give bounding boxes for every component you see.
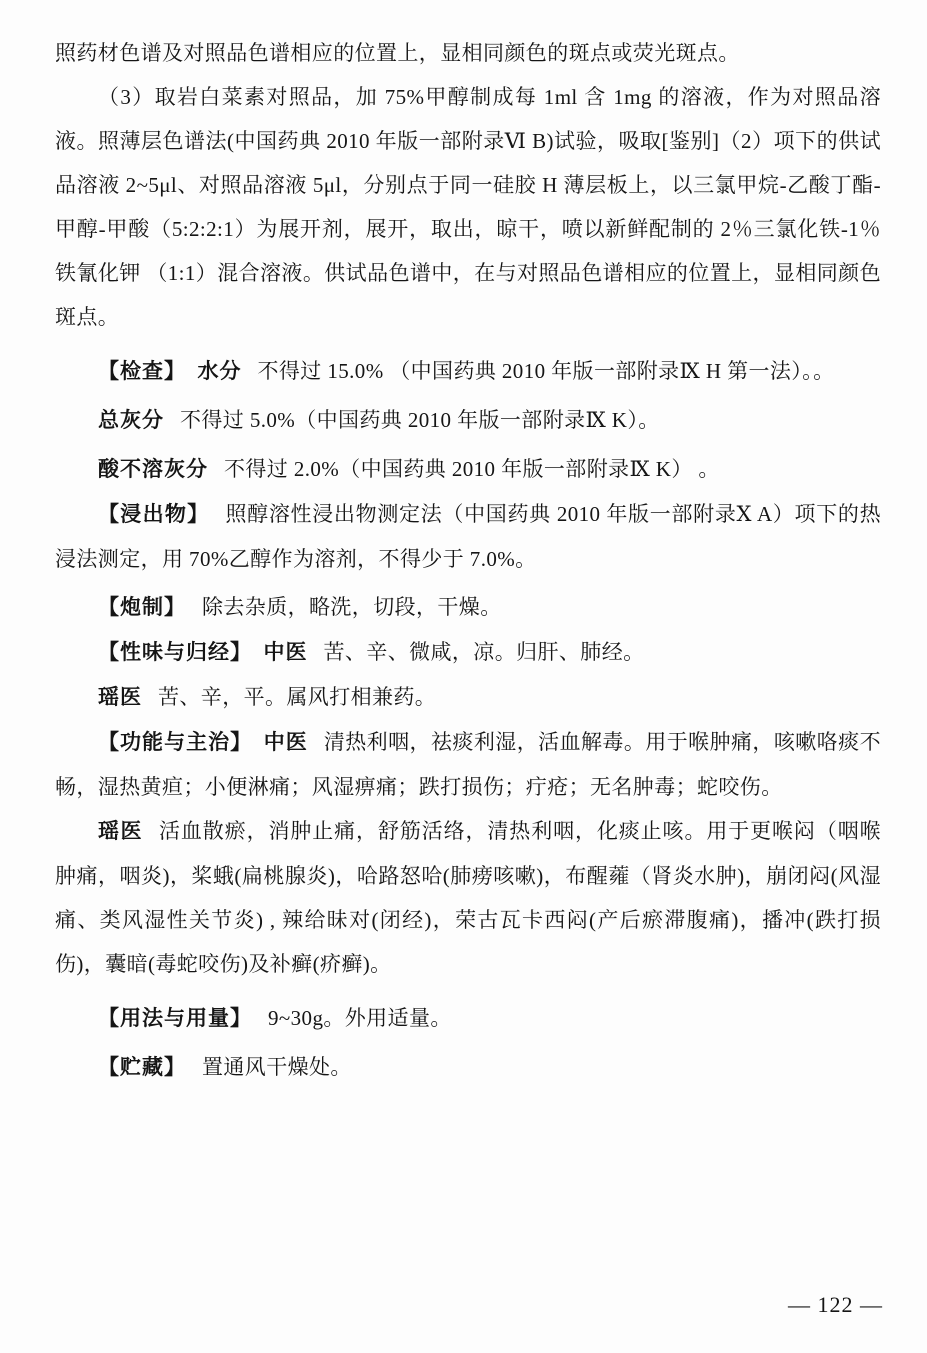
section-label-dosage: 【用法与用量】 [98,1007,252,1030]
paragraph-text: 除去杂质，略洗，切段，干燥。 [202,595,502,619]
paragraph-text: 清热利咽，祛痰利湿，活血解毒。用于喉肿痛，咳嗽咯痰不畅，湿热黄疸；小便淋痛；风湿痹痛；跌打损伤；疔疮；无名肿毒；蛇咬伤。 [55,730,881,799]
paragraph-text: 不得过 5.0%（中国药典 2010 年版一部附录Ⅸ K）。 [180,408,660,432]
paragraph-property-meridian-yao [55,675,881,720]
section-label-processing: 【炮制】 [98,596,186,619]
section-label-total-ash: 总灰分 [98,409,164,432]
section-label-check-moisture: 【检查】 水分 [98,360,242,383]
paragraph-identification-item3 [55,75,881,339]
paragraph-text: 不得过 2.0%（中国药典 2010 年版一部附录Ⅸ K） 。 [224,457,720,481]
section-label-function-indication: 【功能与主治】 中医 [98,731,308,754]
paragraph-text: 活血散瘀，消肿止痛，舒筋活络，清热利咽，化痰止咳。用于更喉闷（咽喉肿痛，咽炎)，桨蛾(扁桃腺炎)，哈路怒哈(肺痨咳嗽)，布醒蕹（肾炎水肿)，崩闭闷(风湿痛、类风湿性关节炎) , 辣给昧对(闭经)，荣古瓦卡西闷(产后瘀滞腹痛)，播冲(跌打损伤)，囊暗(毒蛇咬伤)及补癣(疥癣)。 [55,819,882,976]
section-label-extractives: 【浸出物】 [98,503,210,526]
paragraph-text: 置通风干燥处。 [202,1055,352,1079]
section-label-storage: 【贮藏】 [98,1056,186,1079]
section-label-property-meridian: 【性味与归经】 中医 [98,641,308,664]
paragraph-text: （3）取岩白菜素对照品，加 75%甲醇制成每 1ml 含 1mg 的溶液，作为对照品溶液。照薄层色谱法(中国药典 2010 年版一部附录Ⅵ B)试验，吸取[鉴别]（2）项下的供试品溶液 2~5μl、对照品溶液 5μl，分别点于同一硅胶 H 薄层板上，以三氯甲烷-乙酸丁酯-甲醇-甲酸（5:2:2:1）为展开剂，展开，取出，晾干，喷以新鲜配制的 2％三氯化铁-1％铁氰化钾 （1:1）混合溶液。供试品色谱中，在与对照品色谱相应的位置上，显相同颜色斑点。 [55,85,881,329]
page-body-text [55,31,881,1090]
paragraph-check-moisture [55,349,881,394]
paragraph-text: 不得过 15.0% （中国药典 2010 年版一部附录Ⅸ H 第一法）。。 [257,359,835,383]
paragraph-total-ash [55,398,881,443]
paragraph-dosage [55,996,881,1041]
paragraph-extractives [55,492,881,581]
paragraph-storage [55,1045,881,1090]
paragraph-text: 苦、辛，平。属风打相兼药。 [158,685,437,709]
section-label-yao-medicine: 瑶医 [98,686,142,709]
paragraph-text: 照醇溶性浸出物测定法（中国药典 2010 年版一部附录Ⅹ A）项下的热浸法测定，用 70%乙醇作为溶剂，不得少于 7.0%。 [55,502,881,571]
paragraph-acid-insoluble-ash [55,447,881,492]
section-label-acid-insoluble-ash: 酸不溶灰分 [98,458,208,481]
page-number: — 122 — [788,1292,883,1317]
paragraph-function-indication-cm [55,720,881,809]
paragraph-function-indication-yao [55,809,881,986]
paragraph-text: 9~30g。外用适量。 [268,1006,452,1030]
section-label-yao-medicine: 瑶医 [98,820,143,843]
paragraph-tlc-continuation [55,31,881,75]
paragraph-text: 照药材色谱及对照品色谱相应的位置上，显相同颜色的斑点或荧光斑点。 [55,41,740,65]
paragraph-text: 苦、辛、微咸，凉。归肝、肺经。 [323,640,645,664]
paragraph-property-meridian-cm [55,630,881,675]
paragraph-processing [55,585,881,630]
